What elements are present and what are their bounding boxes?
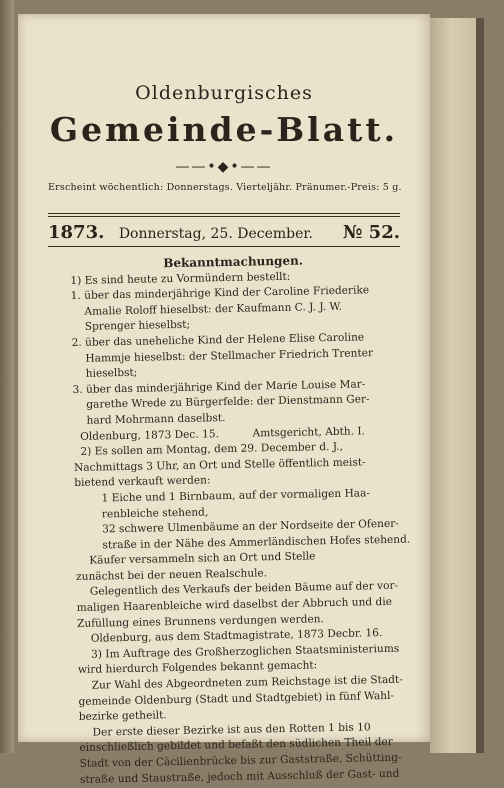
book-binding [0, 0, 14, 753]
text-line: Oldenburg, aus dem Stadtmagistrate, 1873 Decbr. 16. [77, 627, 383, 646]
text-line: bietend verkauft werden: [74, 474, 211, 490]
text-line: hard Mohrmann daselbst. [73, 411, 226, 427]
text-line: Nachmittags 3 Uhr, an Ort und Stelle öffentlich meist- [73, 456, 366, 474]
section-heading: Bekanntmachungen. [163, 253, 304, 271]
text-line: bezirke getheilt. [78, 709, 167, 724]
text-line: maligen Haarenbleiche wird daselbst der Abbruch und die [76, 595, 393, 614]
text-line: garethe Wrede zu Bürgerfelde: der Dienstmann Ger- [72, 393, 370, 412]
text-line: Hammje hieselbst: der Stellmacher Friedrich Trenter [71, 346, 374, 365]
issue-year: 1873. [48, 222, 105, 243]
issue-date: Donnerstag, 25. December. [118, 226, 313, 242]
text-line: 3. über das minderjährige Kind der Marie Louise Mar- [72, 378, 366, 396]
issue-number: № 52. [342, 222, 400, 243]
text-line: Oldenburg, 1873 Dec. 15. Amtsgericht, Abth. I. [73, 424, 366, 443]
masthead-title: Gemeinde-Blatt. [49, 110, 399, 149]
text-line: 32 schwere Ulmenbäume an der Nordseite der Ofener- [75, 517, 399, 537]
text-line: wird hierdurch Folgendes bekannt gemacht: [77, 659, 318, 677]
text-line: hieselbst; [72, 366, 138, 381]
text-line: Käufer versammeln sich an Ort und Stelle [75, 550, 316, 568]
text-line: Gelegentlich des Verkaufs der beiden Bäume auf der vor- [76, 580, 399, 599]
text-line: Amalie Roloff hieselbst: der Kaufmann C. J. J. W. [70, 300, 343, 318]
rule-bottom [48, 246, 400, 247]
text-line: renbleiche stehend, [74, 505, 209, 521]
text-line: 1. über das minderjährige Kind der Caroline Friederike [70, 284, 370, 303]
text-line: 2) Es sollen am Montag, dem 29. December d. J., [73, 440, 344, 459]
text-line: einschließlich gebildet und befaßt den südlichen Theil der [79, 736, 393, 755]
text-line: Der erste dieser Bezirke ist aus den Rotten 1 bis 10 [79, 721, 371, 739]
text-line: 2. über das uneheliche Kind der Helene Elise Caroline [71, 331, 365, 349]
publication-info: Erscheint wöchentlich: Donnerstags. Vierteljähr. Pränumer.-Preis: 5 g. [48, 182, 402, 193]
text-line: straße und Staustraße, jedoch mit Ausschluß der Gast- und [79, 767, 400, 786]
text-line: Zur Wahl des Abgeordneten zum Reichstage ist die Stadt- [78, 673, 403, 692]
newspaper-page [18, 14, 430, 786]
text-line: Zufüllung eines Brunnens verdungen werden. [76, 612, 324, 630]
article-body [70, 252, 411, 788]
text-line: zunächst bei der neuen Realschule. [76, 567, 268, 583]
issue-dateline [48, 222, 400, 243]
text-line: 1) Es sind heute zu Vormündern bestellt: [70, 270, 291, 287]
text-line: straße in der Nähe des Ammerländischen Hofes stehend. [75, 533, 411, 552]
masthead-supertitle: Oldenburgisches [135, 82, 313, 104]
text-line: Sprenger hieselbst; [71, 319, 191, 334]
text-line: 1 Eiche und 1 Birnbaum, auf der vormaligen Haa- [74, 487, 371, 505]
text-line: 3) Im Auftrage des Großherzoglichen Staatsministeriums [77, 642, 400, 661]
rule-top [48, 213, 400, 214]
book-spine-shadow [476, 18, 484, 753]
masthead-ornament: ——•◆•—— [175, 159, 273, 175]
text-line: Stadt von der Cäcilienbrücke bis zur Gaststraße, Schütting- [79, 751, 402, 770]
rule-top-thin [48, 216, 400, 217]
text-line: gemeinde Oldenburg (Stadt und Stadtgebiet) in fünf Wahl- [78, 689, 395, 708]
